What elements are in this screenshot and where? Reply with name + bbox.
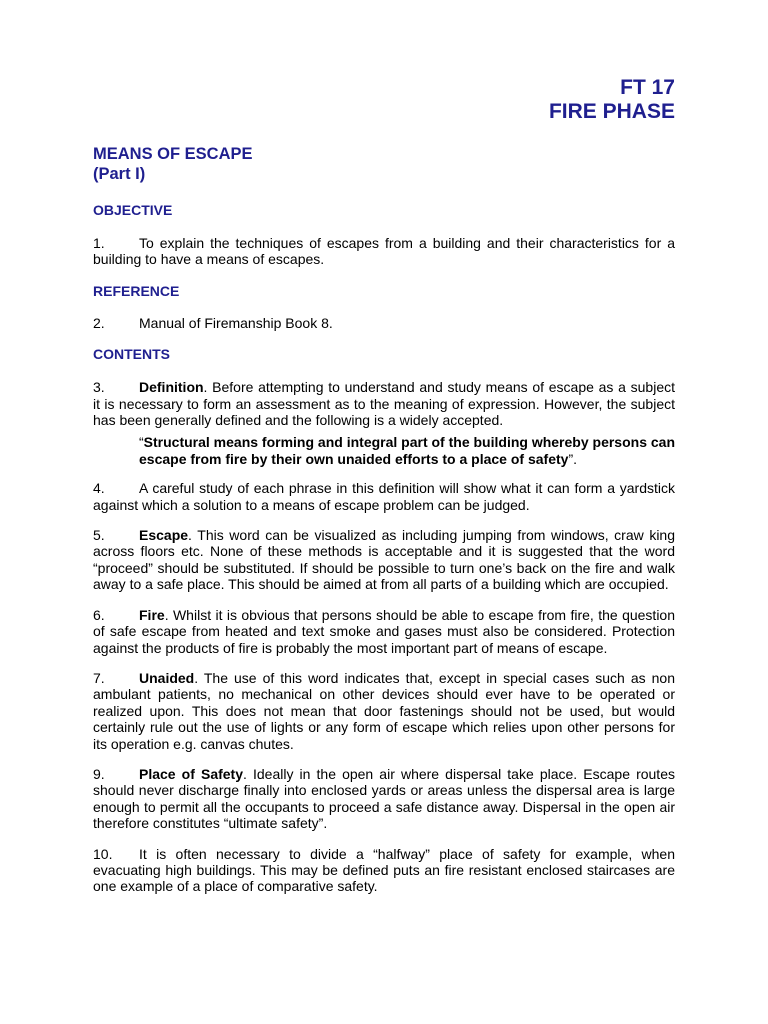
paragraph-7 <box>93 670 675 752</box>
paragraph-text: It is often necessary to divide a “halfway” place of safety for example, when evacuating high buildings. This may be defined puts an fire resistant enclosed staircases are one example of a place of comparative safety. <box>93 845 675 895</box>
paragraph-number: 3. <box>93 379 105 396</box>
paragraph-6 <box>93 607 675 656</box>
objective-heading: OBJECTIVE <box>93 202 173 218</box>
paragraph-number: 4. <box>93 480 105 497</box>
paragraph-text: Manual of Firemanship Book 8. <box>139 314 333 331</box>
paragraph-text: . This word can be visualized as including jumping from windows, craw king across floors etc. None of these methods is acceptable and it is suggested that the word “proceed” should be substituted. If should be possible to turn one’s back on the fire and walk away to a safe place. This should be aimed at from all parts of a building which are occupied. <box>93 527 675 593</box>
title-line-1: MEANS OF ESCAPE <box>93 145 253 163</box>
paragraph-number: 10. <box>93 845 113 862</box>
paragraph-5 <box>93 527 675 593</box>
paragraph-number: 5. <box>93 527 105 544</box>
paragraph-text: To explain the techniques of escapes from a building and their characteristics for a building to have a means of escapes. <box>93 235 675 268</box>
title-line-2: (Part I) <box>93 165 146 183</box>
reference-heading: REFERENCE <box>93 282 180 299</box>
paragraph-term: Place of Safety <box>139 765 243 782</box>
document-title <box>93 144 675 184</box>
paragraph-2 <box>93 315 675 331</box>
paragraph-text: . Ideally in the open air where dispersal take place. Escape routes should never discharge finally into enclosed yards or areas unless the dispersal area is large enough to permit all the occupants to proceed a safe distance away. Dispersal in the open air therefore constitutes “ultimate safety”. <box>93 765 675 832</box>
paragraph-term: Unaided <box>139 669 195 686</box>
quote-text: Structural means forming and integral part of the building whereby persons can escape from fire by their own unaided efforts to a place of safety <box>139 434 675 467</box>
paragraph-text: . Before attempting to understand and study means of escape as a subject it is necessary to form an assessment as to the meaning of expression. However, the subject has been generally defined and the following is a widely accepted. <box>93 379 675 429</box>
course-code: FT 17 <box>620 76 675 99</box>
contents-heading: CONTENTS <box>93 346 170 363</box>
paragraph-4 <box>93 480 675 513</box>
paragraph-term: Definition <box>139 379 204 396</box>
paragraph-number: 9. <box>93 765 105 782</box>
paragraph-term: Escape <box>139 527 189 544</box>
paragraph-number: 7. <box>93 669 105 686</box>
paragraph-3 <box>93 379 675 428</box>
quote-close: ”. <box>568 450 577 467</box>
paragraph-number: 6. <box>93 606 105 623</box>
paragraph-1 <box>93 235 675 268</box>
paragraph-text: . Whilst it is obvious that persons should be able to escape from fire, the question of safe escape from heated and text smoke and gases must also be considered. Protection against the products of fire is probably the most important part of means of escape. <box>93 606 675 656</box>
paragraph-number: 1. <box>93 235 105 251</box>
definition-quote <box>139 434 675 467</box>
paragraph-10 <box>93 846 675 895</box>
document-page <box>93 76 675 895</box>
paragraph-text: . The use of this word indicates that, except in special cases such as non ambulant patients, no mechanical on other devices should ever have to be operated or realized upon. This does not mean that door fastenings should not be used, but would certainly rule out the use of lights or any form of escape which relies upon other persons for its operation e.g. canvas chutes. <box>93 669 675 752</box>
paragraph-9 <box>93 766 675 832</box>
paragraph-term: Fire <box>139 606 165 623</box>
quote-open: “ <box>139 434 144 451</box>
phase-title: FIRE PHASE <box>548 100 675 123</box>
paragraph-text: A careful study of each phrase in this definition will show what it can form a yardstick against which a solution to a means of escape problem can be judged. <box>93 480 675 513</box>
course-header <box>93 76 675 124</box>
paragraph-number: 2. <box>93 314 105 331</box>
